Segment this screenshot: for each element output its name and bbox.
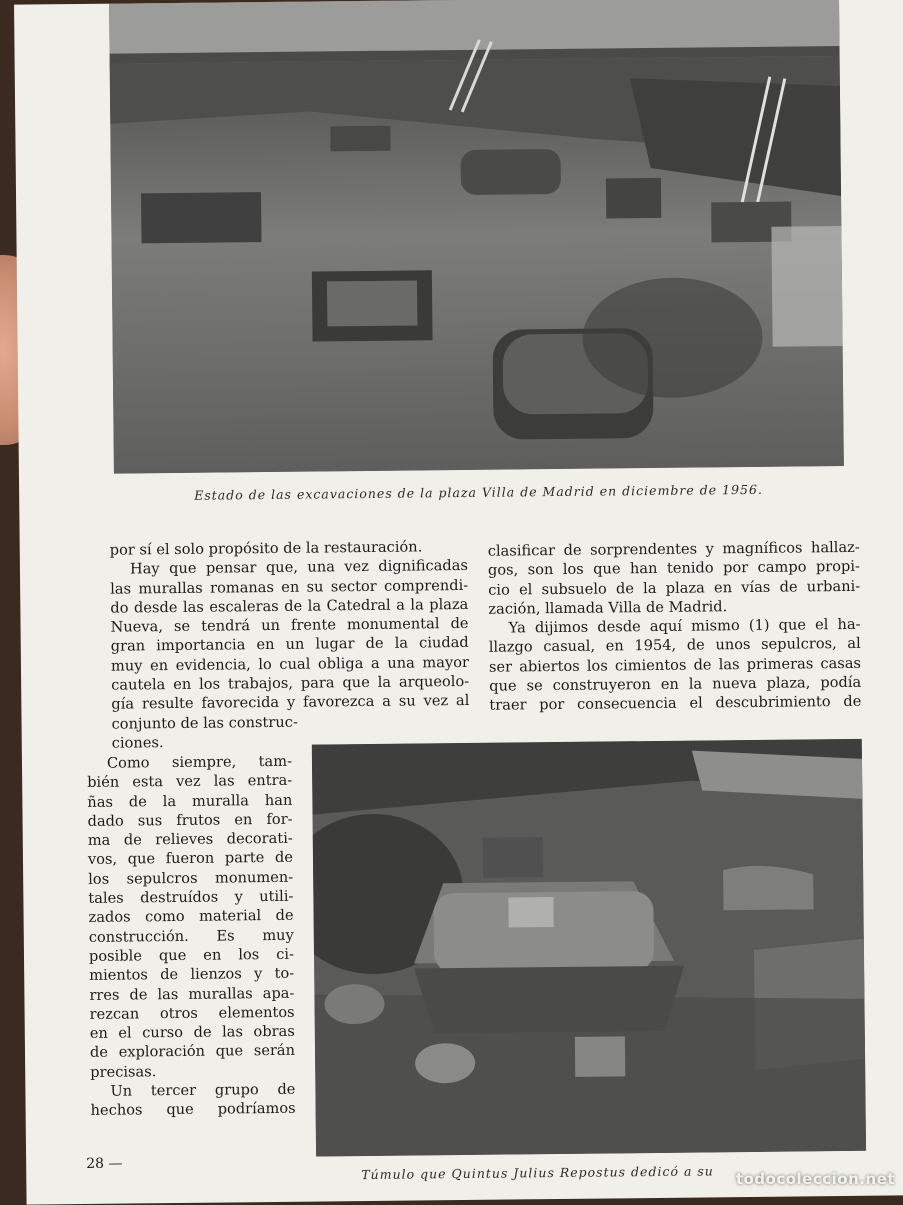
text-line: tales destruídos y utili- [88, 887, 294, 908]
excavation-photo [109, 0, 844, 474]
watermark: todocoleccion.net [735, 1170, 895, 1188]
text-line: Hay que pensar que, una vez dignificadas [129, 557, 469, 578]
text-column-narrow [87, 752, 296, 1121]
text-line: los sepulcros monumen- [88, 868, 294, 888]
text-line: de exploración que serán [89, 1042, 296, 1062]
text-line: que se construyeron en la nueva plaza, podía [489, 673, 862, 695]
text-line: cio el subsuelo de la plaza en vías de urbani- [488, 577, 861, 599]
text-line: las murallas romanas en su sector comprendi- [110, 576, 469, 598]
text-line: ser abiertos los cimientos de las primeras casas [488, 654, 862, 676]
text-line: gía resulte favorecida y favorezca a su vez al [111, 692, 470, 714]
text-line: gran importancia en un lugar de la ciudad [110, 634, 469, 656]
text-line: bién esta vez las entra- [87, 772, 293, 792]
text-line: gos, son los que han tenido por campo propi- [487, 558, 861, 580]
page-number: 28 — [86, 1155, 123, 1172]
magazine-page [14, 0, 903, 1205]
text-line: ciones. [111, 734, 164, 752]
text-line: por sí el solo propósito de la restauración. [109, 538, 423, 559]
tumulus-photo [312, 739, 866, 1157]
photo-caption-tumulus: Túmulo que Quintus Julius Repostus dedicó a su [361, 1163, 714, 1183]
text-line: hechos que podríamos [90, 1100, 296, 1120]
text-line: conjunto de las construc- [111, 713, 298, 733]
text-column-left [110, 537, 470, 753]
photo-caption-excavation: Estado de las excavaciones de la plaza Villa de Madrid en diciembre de 1956. [194, 481, 763, 503]
text-line: cautela en los trabajos, para que la arqueolo- [111, 673, 470, 694]
text-line: muy en evidencia, lo cual obliga a una mayor [110, 653, 470, 675]
text-line: zados como material de [88, 907, 294, 927]
text-line: clasificar de sorprendentes y magníficos hallaz- [487, 538, 860, 560]
text-line: en el curso de las obras [89, 1022, 295, 1043]
text-line: ma de relieves decorati- [87, 829, 293, 850]
text-column-right [488, 538, 862, 716]
text-line: Nueva, se tendrá un frente monumental de [110, 615, 469, 636]
text-line: Un tercer grupo de [110, 1080, 296, 1100]
text-line: do desde las escaleras de la Catedral a la plaza [110, 595, 469, 617]
text-line: traer por consecuencia el descubrimiento de [489, 693, 862, 715]
text-line: vos, que fueron parte de [87, 849, 294, 869]
text-line: Como siempre, tam- [106, 752, 293, 772]
text-line: ñas de la muralla han [87, 791, 293, 811]
text-line: construcción. Es muy [88, 926, 294, 946]
text-line: llazgo casual, en 1954, de unos sepulcros, al [488, 635, 861, 657]
text-line: mientos de lienzos y to- [89, 965, 295, 985]
text-line: precisas. [90, 1062, 157, 1081]
text-line: rres de las murallas apa- [89, 984, 295, 1004]
text-line: dado sus frutos en for- [87, 810, 293, 830]
text-line: Ya dijimos desde aquí mismo (1) que el ha- [508, 616, 861, 637]
text-line: posible que en los ci- [88, 945, 295, 965]
text-line: zación, llamada Villa de Madrid. [488, 598, 728, 618]
text-line: rezcan otros elementos [89, 1003, 295, 1023]
